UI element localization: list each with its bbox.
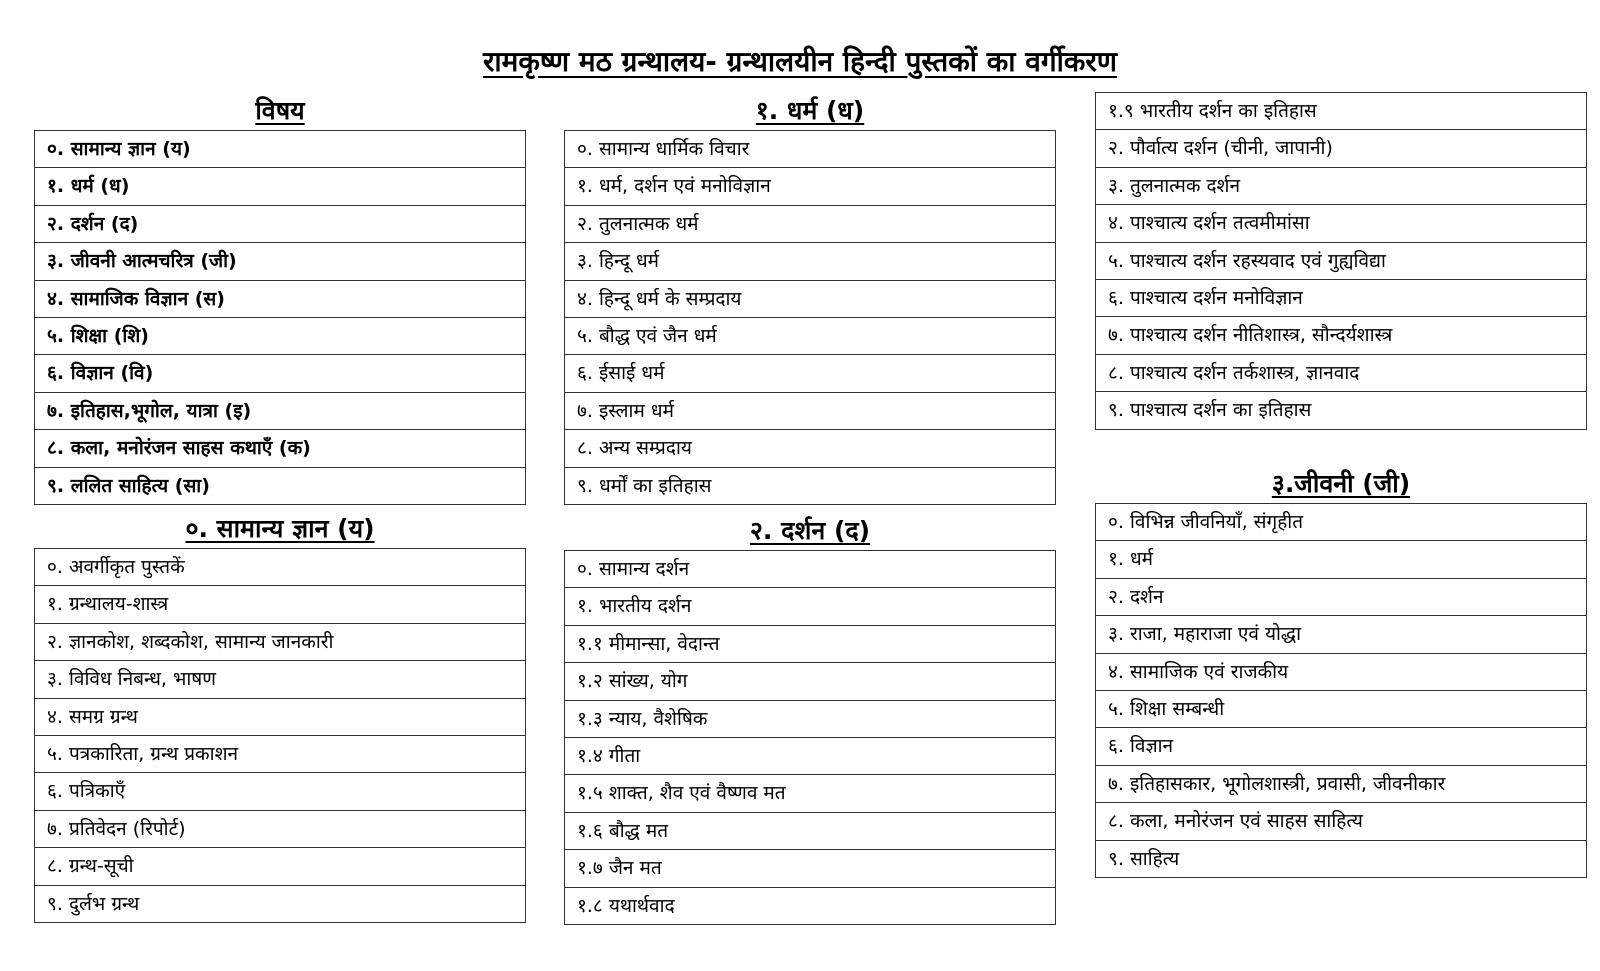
section-heading: १. धर्म (ध) xyxy=(755,96,865,125)
general-knowledge-section xyxy=(34,510,526,923)
philosophy-continued-table xyxy=(1095,92,1587,430)
table-row: ३. जीवनी आत्मचरित्र (जी) xyxy=(35,243,525,280)
table-row: १.७ जैन मत xyxy=(565,850,1055,887)
table-row: ८. पाश्चात्य दर्शन तर्कशास्त्र, ज्ञानवाद xyxy=(1096,355,1586,392)
table-row: १. भारतीय दर्शन xyxy=(565,588,1055,625)
table-row: १. धर्म, दर्शन एवं मनोविज्ञान xyxy=(565,168,1055,205)
biography-table xyxy=(1095,503,1587,878)
table-row: ५. शिक्षा सम्बन्धी xyxy=(1096,691,1586,728)
table-row: ०. अवर्गीकृत पुस्तकें xyxy=(35,549,525,586)
philosophy-table xyxy=(564,550,1056,925)
table-row: ९. ललित साहित्य (सा) xyxy=(35,468,525,505)
table-row: ७. प्रतिवेदन (रिपोर्ट) xyxy=(35,811,525,848)
table-row: ६. पाश्चात्य दर्शन मनोविज्ञान xyxy=(1096,280,1586,317)
table-row: ५. बौद्ध एवं जैन धर्म xyxy=(565,318,1055,355)
table-row: १. धर्म (ध) xyxy=(35,168,525,205)
table-row: ८. अन्य सम्प्रदाय xyxy=(565,430,1055,467)
table-row: ९. पाश्चात्य दर्शन का इतिहास xyxy=(1096,392,1586,429)
table-row: ०. सामान्य धार्मिक विचार xyxy=(565,131,1055,168)
table-row: २. पौर्वात्य दर्शन (चीनी, जापानी) xyxy=(1096,130,1586,167)
table-row: १.४ गीता xyxy=(565,738,1055,775)
table-row: १.९ भारतीय दर्शन का इतिहास xyxy=(1096,93,1586,130)
table-row: ४. सामाजिक विज्ञान (स) xyxy=(35,281,525,318)
page-title: रामकृष्ण मठ ग्रन्थालय- ग्रन्थालयीन हिन्दी पुस्तकों का वर्गीकरण xyxy=(482,45,1118,78)
table-row: ४. समग्र ग्रन्थ xyxy=(35,699,525,736)
table-row: ८. कला, मनोरंजन एवं साहस साहित्य xyxy=(1096,803,1586,840)
table-row: २. तुलनात्मक धर्म xyxy=(565,206,1055,243)
table-row: ७. पाश्चात्य दर्शन नीतिशास्त्र, सौन्दर्यशास्त्र xyxy=(1096,317,1586,354)
table-row: १.६ बौद्ध मत xyxy=(565,813,1055,850)
table-row: ०. विभिन्न जीवनियाँ, संगृहीत xyxy=(1096,504,1586,541)
table-row: ३. हिन्दू धर्म xyxy=(565,243,1055,280)
table-row: ९. दुर्लभ ग्रन्थ xyxy=(35,886,525,923)
philosophy-section xyxy=(564,512,1056,925)
section-heading: ३.जीवनी (जी) xyxy=(1271,469,1411,498)
section-heading: ०. सामान्य ज्ञान (य) xyxy=(185,514,375,543)
table-row: ५. पत्रकारिता, ग्रन्थ प्रकाशन xyxy=(35,736,525,773)
table-row: ३. तुलनात्मक दर्शन xyxy=(1096,168,1586,205)
table-row: १. ग्रन्थालय-शास्त्र xyxy=(35,586,525,623)
table-row: ०. सामान्य दर्शन xyxy=(565,551,1055,588)
table-row: ६. विज्ञान xyxy=(1096,728,1586,765)
table-row: २. दर्शन (द) xyxy=(35,206,525,243)
table-row: ३. विविध निबन्ध, भाषण xyxy=(35,661,525,698)
table-row: १.८ यथार्थवाद xyxy=(565,888,1055,925)
table-row: १.१ मीमान्सा, वेदान्त xyxy=(565,626,1055,663)
philosophy-continued-section xyxy=(1095,92,1587,430)
table-row: ५. पाश्चात्य दर्शन रहस्यवाद एवं गुह्यविद्या xyxy=(1096,243,1586,280)
subject-index-section xyxy=(34,92,526,505)
table-row: ६. ईसाई धर्म xyxy=(565,355,1055,392)
general-knowledge-table xyxy=(34,548,526,923)
table-row: ६. विज्ञान (वि) xyxy=(35,355,525,392)
table-row: ३. राजा, महाराजा एवं योद्धा xyxy=(1096,616,1586,653)
table-row: १.५ शाक्त, शैव एवं वैष्णव मत xyxy=(565,775,1055,812)
table-row: ९. साहित्य xyxy=(1096,841,1586,878)
religion-table xyxy=(564,130,1056,505)
table-row: ५. शिक्षा (शि) xyxy=(35,318,525,355)
table-row: ०. सामान्य ज्ञान (य) xyxy=(35,131,525,168)
table-row: ८. ग्रन्थ-सूची xyxy=(35,848,525,885)
table-row: १. धर्म xyxy=(1096,541,1586,578)
table-row: ९. धर्मों का इतिहास xyxy=(565,468,1055,505)
table-row: ७. इस्लाम धर्म xyxy=(565,393,1055,430)
table-row: २. दर्शन xyxy=(1096,579,1586,616)
table-row: ४. हिन्दू धर्म के सम्प्रदाय xyxy=(565,281,1055,318)
biography-section xyxy=(1095,465,1587,878)
table-row: ४. पाश्चात्य दर्शन तत्वमीमांसा xyxy=(1096,205,1586,242)
subject-index-table xyxy=(34,130,526,505)
section-heading: विषय xyxy=(255,96,305,125)
religion-section xyxy=(564,92,1056,505)
table-row: १.२ सांख्य, योग xyxy=(565,663,1055,700)
table-row: ७. इतिहासकार, भूगोलशास्त्री, प्रवासी, जीवनीकार xyxy=(1096,766,1586,803)
table-row: ७. इतिहास,भूगोल, यात्रा (इ) xyxy=(35,393,525,430)
table-row: ४. सामाजिक एवं राजकीय xyxy=(1096,654,1586,691)
table-row: ६. पत्रिकाएँ xyxy=(35,773,525,810)
table-row: २. ज्ञानकोश, शब्दकोश, सामान्य जानकारी xyxy=(35,624,525,661)
table-row: ८. कला, मनोरंजन साहस कथाएँ (क) xyxy=(35,430,525,467)
table-row: १.३ न्याय, वैशेषिक xyxy=(565,701,1055,738)
section-heading: २. दर्शन (द) xyxy=(749,516,871,545)
